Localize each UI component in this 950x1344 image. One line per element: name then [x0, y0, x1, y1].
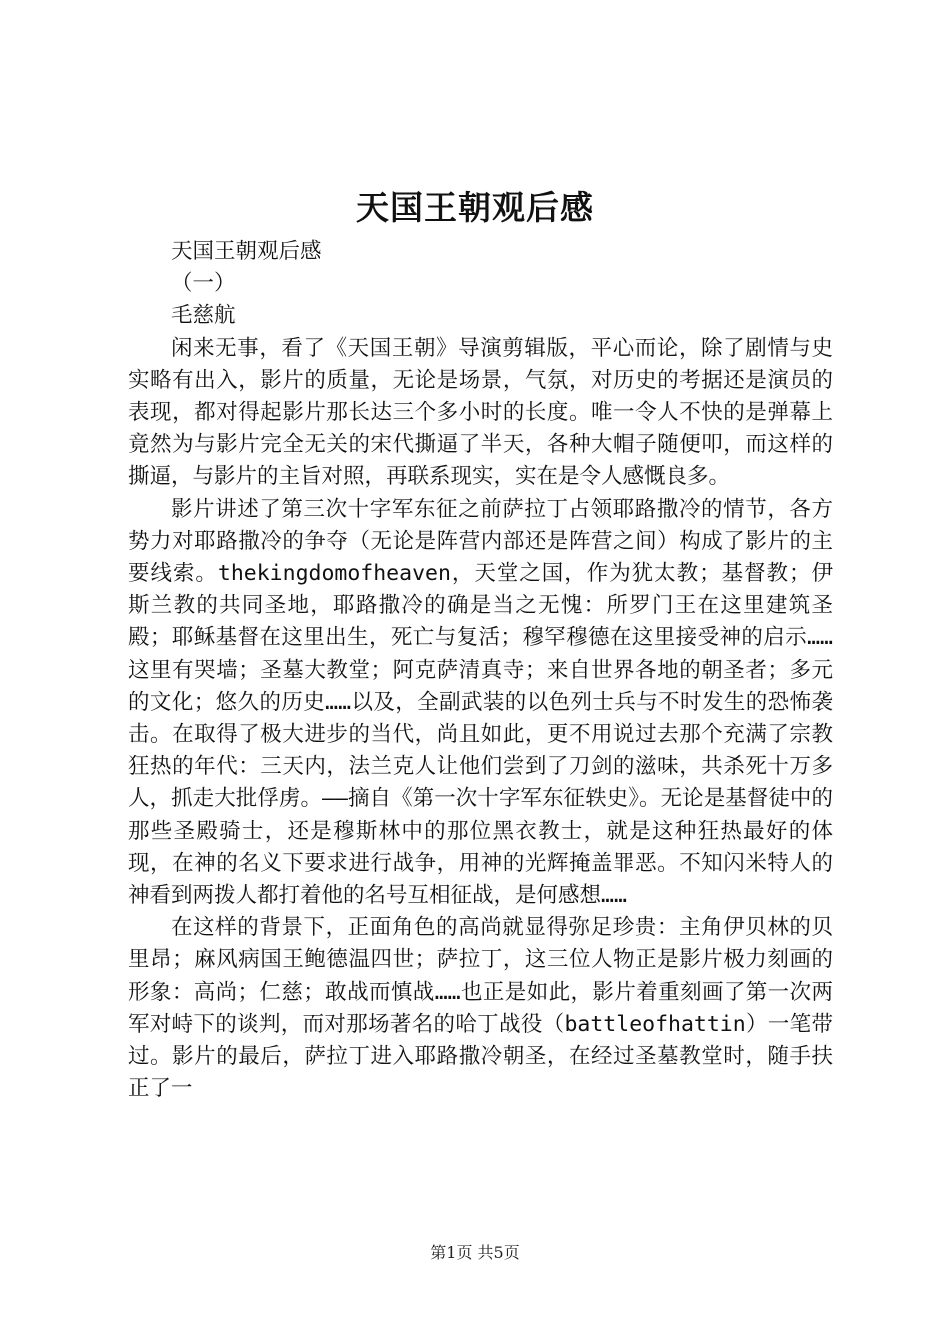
section-number: （一） — [171, 271, 236, 297]
author-name: 毛慈航 — [171, 303, 236, 329]
page-number-footer: 第1页 共5页 — [430, 1243, 520, 1262]
document-title: 天国王朝观后感 — [356, 188, 594, 227]
body-paragraph: 在这样的背景下，正面角色的高尚就显得弥足珍贵：主角伊贝林的贝里昂；麻风病国王鲍德温四世；萨拉丁，这三位人物正是影片极力刻画的形象：高尚；仁慈；敢战而慎战……也正是如此，影片着重刻画了第一次两军对峙下的谈判，而对那场著名的哈丁战役（battleofhattin）一笔带过。影片的最后，萨拉丁进入耶路撒冷朝圣，在经过圣墓教堂时，随手扶正了一 — [128, 915, 833, 1102]
body-paragraph: 影片讲述了第三次十字军东征之前萨拉丁占领耶路撒冷的情节，各方势力对耶路撒冷的争夺（无论是阵营内部还是阵营之间）构成了影片的主要线索。thekingdomofheaven，天堂之国，作为犹太教；基督教；伊斯兰教的共同圣地，耶路撒冷的确是当之无愧：所罗门王在这里建筑圣殿；耶稣基督在这里出生，死亡与复活；穆罕穆德在这里接受神的启示……这里有哭墙；圣墓大教堂；阿克萨清真寺；来自世界各地的朝圣者；多元的文化；悠久的历史……以及，全副武装的以色列士兵与不时发生的恐怖袭击。在取得了极大进步的当代，尚且如此，更不用说过去那个充满了宗教狂热的年代：三天内，法兰克人让他们尝到了刀剑的滋味，共杀死十万多人，抓走大批俘虏。——摘自《第一次十字军东征轶史》。无论是基督徒中的那些圣殿骑士，还是穆斯林中的那位黑衣教士，就是这种狂热最好的体现，在神的名义下要求进行战争，用神的光辉掩盖罪恶。不知闪米特人的神看到两拨人都打着他的名号互相征战，是何感想…… — [128, 496, 833, 909]
subtitle-line: 天国王朝观后感 — [171, 239, 322, 264]
body-paragraph: 闲来无事，看了《天国王朝》导演剪辑版，平心而论，除了剧情与史实略有出入，影片的质量，无论是场景，气氛，对历史的考据还是演员的表现，都对得起影片那长达三个多小时的长度。唯一令人不快的是弹幕上竟然为与影片完全无关的宋代撕逼了半天，各种大帽子随便叩，而这样的撕逼，与影片的主旨对照，再联系现实，实在是令人感慨良多。 — [128, 335, 833, 490]
document-body — [128, 236, 833, 1105]
